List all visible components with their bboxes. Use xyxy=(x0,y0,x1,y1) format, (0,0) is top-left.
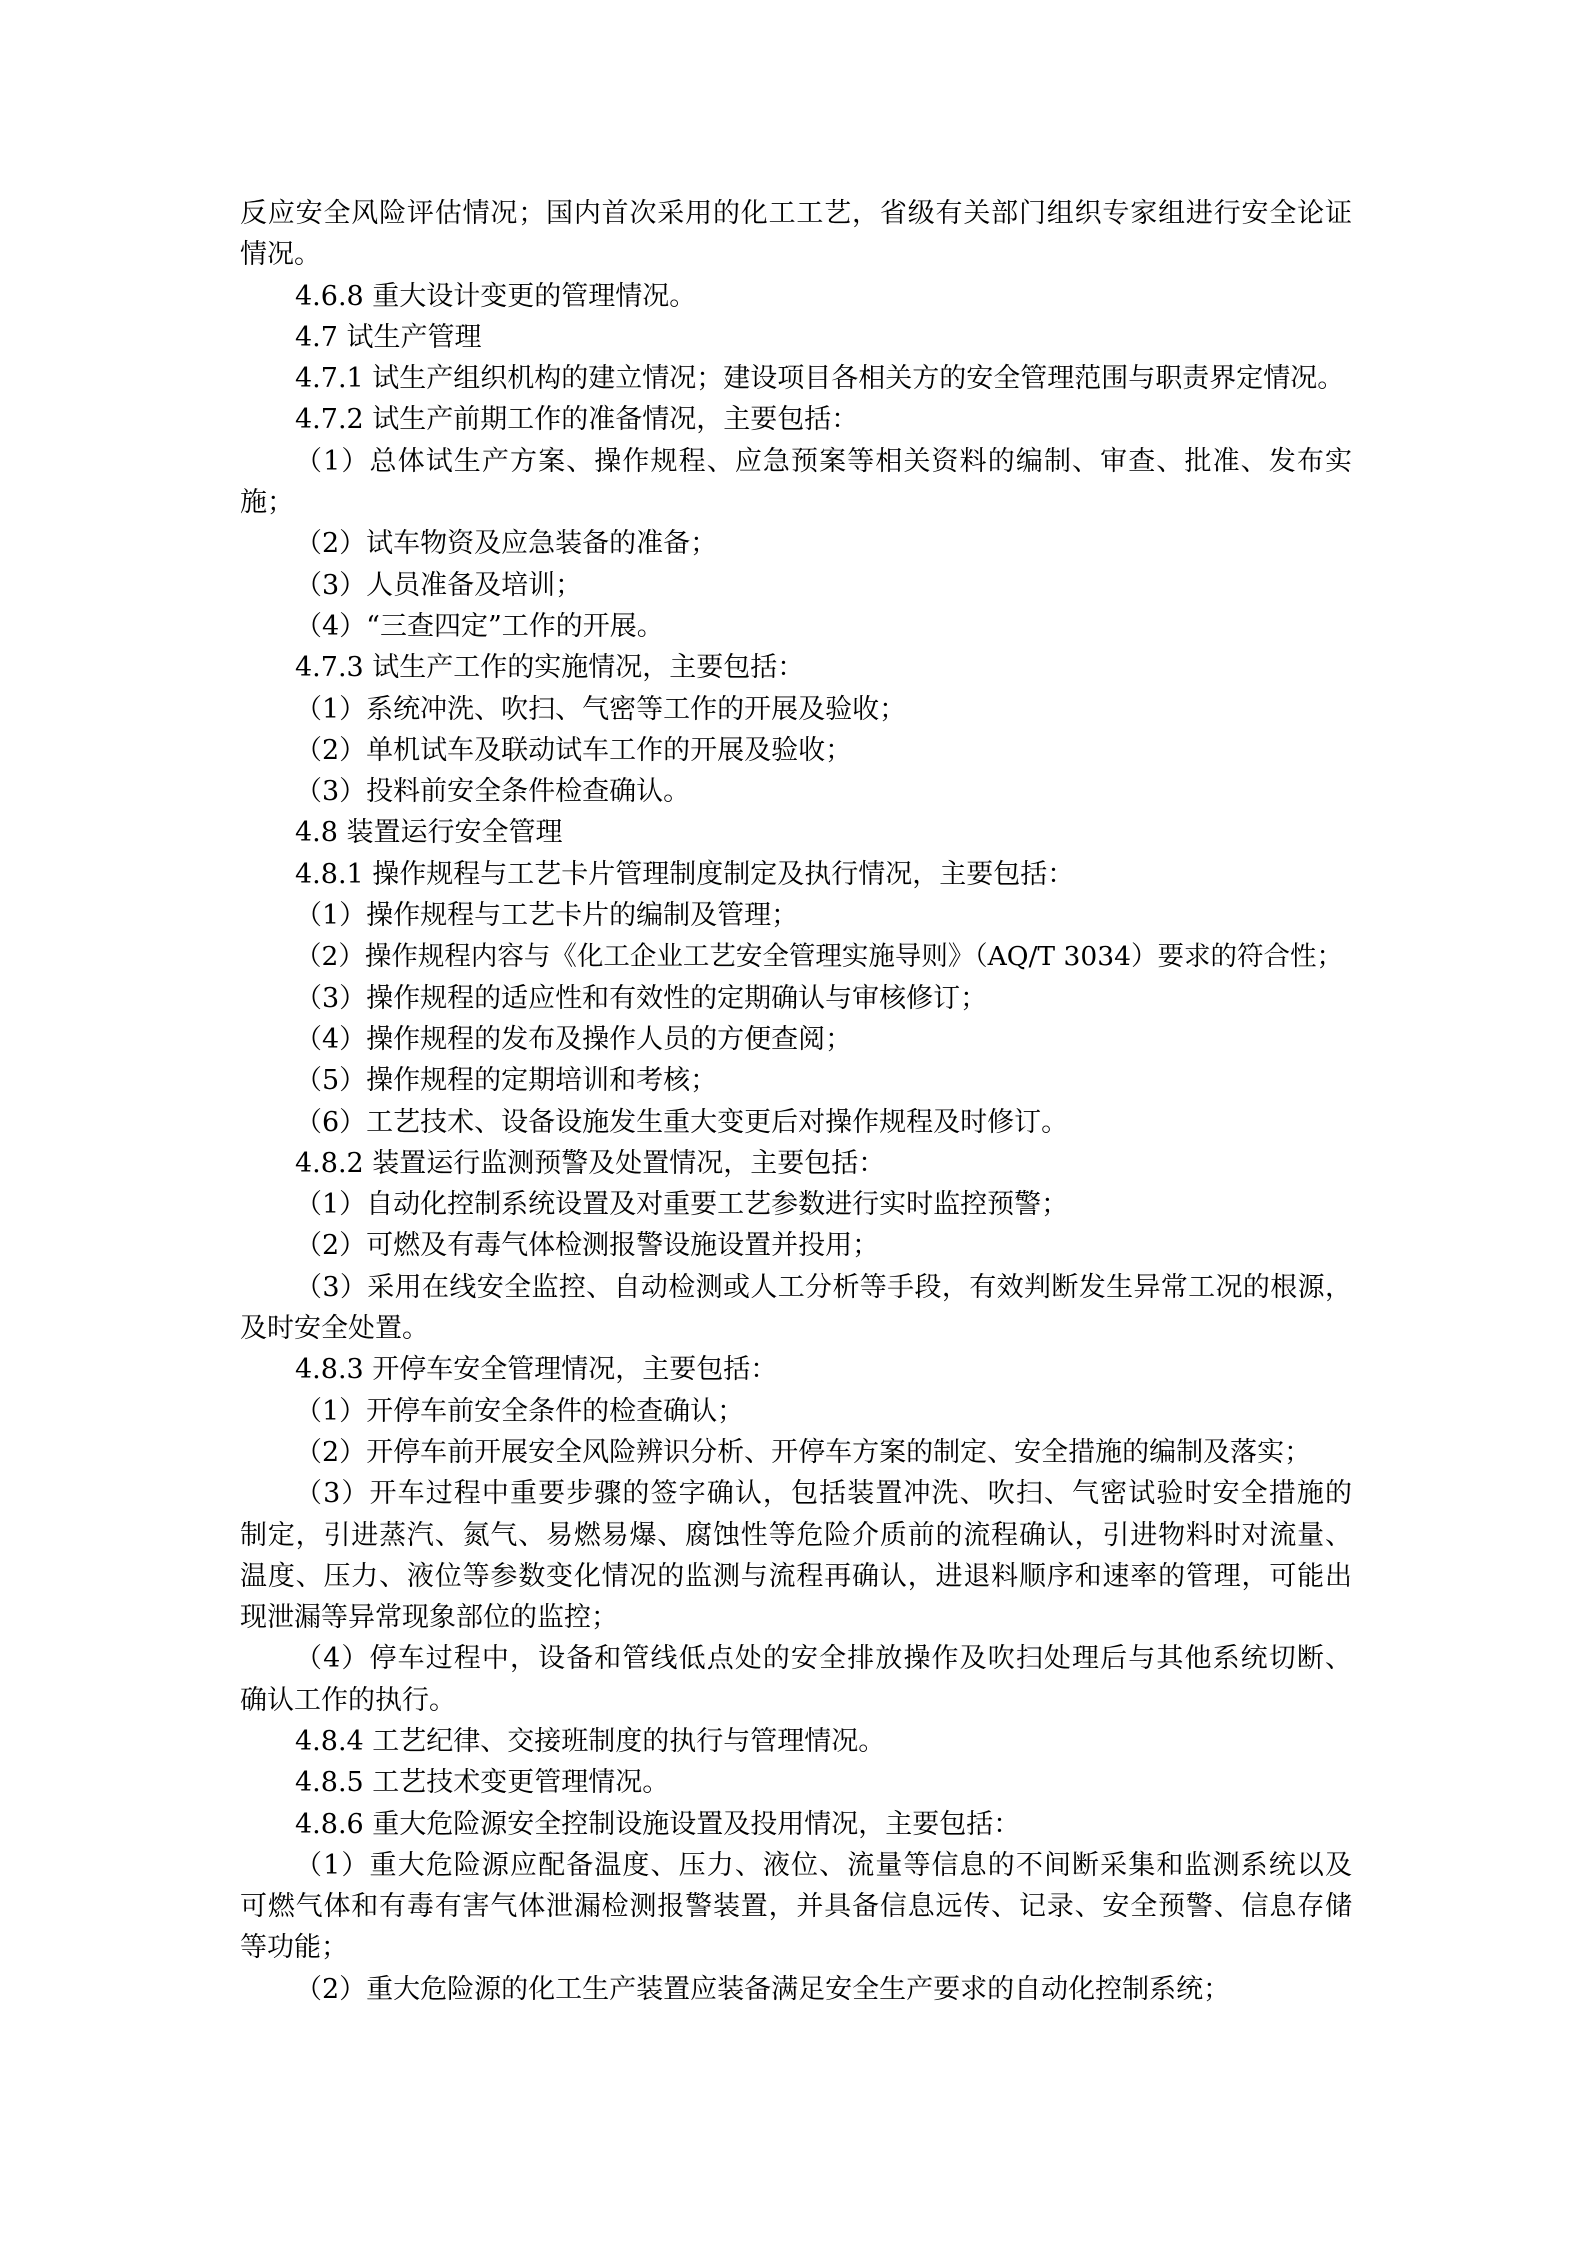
text-line: 等功能； xyxy=(240,1932,348,1964)
text-line: 4.6.8 重大设计变更的管理情况。 xyxy=(295,280,697,312)
text-line: （2）单机试车及联动试车工作的开展及验收； xyxy=(295,734,853,766)
text-line: （3）采用在线安全监控、自动检测或人工分析等手段，有效判断发生异常工况的根源， xyxy=(295,1271,1352,1303)
text-line: （1）开停车前安全条件的检查确认； xyxy=(295,1395,745,1427)
text-line: 施； xyxy=(240,487,294,519)
text-line: （2）可燃及有毒气体检测报警设施设置并投用； xyxy=(295,1230,880,1262)
text-line: 4.8.3 开停车安全管理情况，主要包括： xyxy=(295,1354,778,1386)
text-line: 4.7.3 试生产工作的实施情况，主要包括： xyxy=(295,652,805,684)
text-line: 4.7.1 试生产组织机构的建立情况；建设项目各相关方的安全管理范围与职责界定情况。 xyxy=(295,363,1345,395)
text-line: 4.7 试生产管理 xyxy=(295,321,482,353)
text-line: 4.8.4 工艺纪律、交接班制度的执行与管理情况。 xyxy=(295,1725,886,1757)
text-line: （1）系统冲洗、吹扫、气密等工作的开展及验收； xyxy=(295,693,907,725)
text-line: 4.8.2 装置运行监测预警及处置情况，主要包括： xyxy=(295,1147,886,1179)
text-line: 及时安全处置。 xyxy=(240,1313,429,1345)
text-line: （1）操作规程与工艺卡片的编制及管理； xyxy=(295,900,799,932)
text-line: 4.7.2 试生产前期工作的准备情况，主要包括： xyxy=(295,404,859,436)
text-line: （2）试车物资及应急装备的准备； xyxy=(295,528,718,560)
text-line: 反应安全风险评估情况；国内首次采用的化工工艺，省级有关部门组织专家组进行安全论证 xyxy=(240,198,1352,229)
text-line: （2）开停车前开展安全风险辨识分析、开停车方案的制定、安全措施的编制及落实； xyxy=(295,1436,1312,1468)
text-line: （4）“三查四定”工作的开展。 xyxy=(295,610,664,642)
text-line: 4.8.1 操作规程与工艺卡片管理制度制定及执行情况，主要包括： xyxy=(295,858,1075,890)
text-line: 4.8 装置运行安全管理 xyxy=(295,817,563,849)
text-line: （3）开车过程中重要步骤的签字确认，包括装置冲洗、吹扫、气密试验时安全措施的 xyxy=(295,1478,1352,1510)
text-line: （2）操作规程内容与《化工企业工艺安全管理实施导则》（AQ/T 3034）要求的符合性； xyxy=(295,941,1343,973)
text-line: （3）投料前安全条件检查确认。 xyxy=(295,776,691,808)
text-line: （3）操作规程的适应性和有效性的定期确认与审核修订； xyxy=(295,982,988,1014)
text-line: （3）人员准备及培训； xyxy=(295,569,583,601)
text-line: 制定，引进蒸汽、氮气、易燃易爆、腐蚀性等危险介质前的流程确认，引进物料时对流量、 xyxy=(240,1519,1352,1551)
text-line: 可燃气体和有毒有害气体泄漏检测报警装置，并具备信息远传、记录、安全预警、信息存储 xyxy=(240,1891,1352,1923)
text-line: （1）自动化控制系统设置及对重要工艺参数进行实时监控预警； xyxy=(295,1189,1069,1221)
text-line: 温度、压力、液位等参数变化情况的监测与流程再确认，进退料顺序和速率的管理，可能出 xyxy=(240,1560,1352,1592)
text-line: 确认工作的执行。 xyxy=(240,1684,456,1716)
text-line: 4.8.5 工艺技术变更管理情况。 xyxy=(295,1767,670,1799)
text-line: （1）总体试生产方案、操作规程、应急预案等相关资料的编制、审查、批准、发布实 xyxy=(295,445,1352,477)
text-line: 现泄漏等异常现象部位的监控； xyxy=(240,1602,618,1634)
text-line: 情况。 xyxy=(240,239,321,271)
text-line: （1）重大危险源应配备温度、压力、液位、流量等信息的不间断采集和监测系统以及 xyxy=(295,1849,1352,1881)
text-line: （2）重大危险源的化工生产装置应装备满足安全生产要求的自动化控制系统； xyxy=(295,1973,1231,2005)
text-line: （5）操作规程的定期培训和考核； xyxy=(295,1065,718,1097)
text-line: （6）工艺技术、设备设施发生重大变更后对操作规程及时修订。 xyxy=(295,1106,1069,1138)
text-line: （4）停车过程中，设备和管线低点处的安全排放操作及吹扫处理后与其他系统切断、 xyxy=(295,1643,1352,1675)
document-body xyxy=(240,193,1352,2010)
text-line: 4.8.6 重大危险源安全控制设施设置及投用情况，主要包括： xyxy=(295,1808,1021,1840)
text-line: （4）操作规程的发布及操作人员的方便查阅； xyxy=(295,1023,853,1055)
